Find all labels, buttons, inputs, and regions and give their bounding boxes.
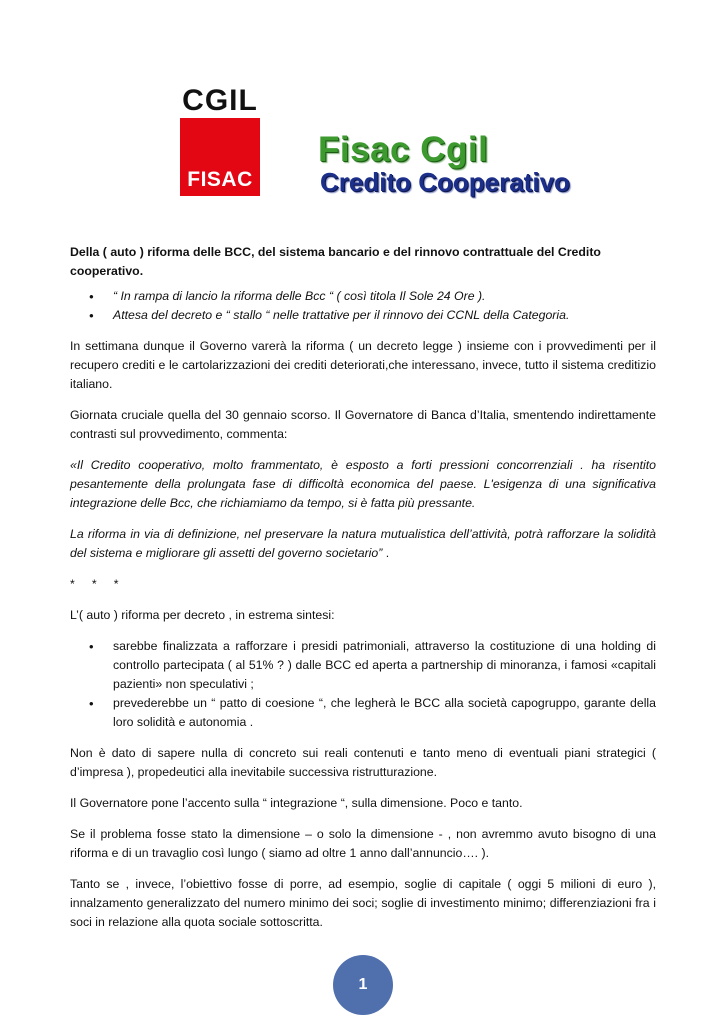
quote-tail: . [385,546,390,560]
list-item: • sarebbe finalizzata a rafforzare i presidi patrimoniali, attraverso la costituzione di una holding di controllo partecipata ( al 51% ? ) dalle BCC ed aperta a partnership di minoranza, i famosi «capitali pazienti» non speculativi ; [70,637,656,694]
intro-bullet-list [70,287,656,325]
fisac-cgil-credito-cooperativo-logo [318,132,570,196]
section-separator: * * * [70,577,119,591]
paragraph: Il Governatore pone l’accento sulla “ integrazione “, sulla dimensione. Poco e tanto. [70,796,523,810]
paragraph: Tanto se , invece, l’obiettivo fosse di porre, ad esempio, soglie di capitale ( oggi 5 milioni di euro ), innalzamento generalizzato del numero minimo dei soci; soglie di investimento minimo; differenziazioni fra i soci in relazione alla quota sociale sottoscritta. [70,877,656,929]
fisac-cgil-wordmark: Fisac Cgil [318,130,489,169]
quote-paragraph: «Il Credito cooperativo, molto frammentato, è esposto a forti pressioni concorrenziali . ha risentito pesantemente della prolungata fase di difficoltà economica del paese. L'esigenza di una significativa integrazione delle Bcc, che richiamiamo da tempo, si è fatta più pressante. [70,458,656,510]
paragraph: Se il problema fosse stato la dimensione – o solo la dimensione - , non avremmo avuto bisogno di una riforma e di un travaglio così lungo ( siamo ad oltre 1 anno dall’annuncio…. ). [70,827,656,860]
cgil-logo-text: CGIL [182,84,258,117]
paragraph: In settimana dunque il Governo varerà la riforma ( un decreto legge ) insieme con i provvedimenti per il recupero crediti e le cartolarizzazioni dei crediti deteriorati,che interessano, invece, tutto il sistema creditizio italiano. [70,339,656,391]
page-number-badge: 1 [333,955,393,1015]
credito-cooperativo-wordmark: Credito Cooperativo [320,167,570,197]
paragraph: L’( auto ) riforma per decreto , in estrema sintesi: [70,608,335,622]
cgil-fisac-logo [178,84,262,196]
quote-text: La riforma in via di definizione, nel preservare la natura mutualistica dell’attività, potrà rafforzare la solidità del sistema e migliorare gli assetti del governo societario” [70,527,656,560]
document-body [70,243,656,944]
reform-bullet-list [70,637,656,732]
paragraph: Non è dato di sapere nulla di concreto sui reali contenuti e tanto meno di eventuali piani strategici ( d’impresa ), propedeutici alla inevitabile successiva ristrutturazione. [70,746,656,779]
document-title: Della ( auto ) riforma delle BCC, del sistema bancario e del rinnovo contrattuale del Credito cooperativo. [70,245,601,278]
list-item: • Attesa del decreto e “ stallo “ nelle trattative per il rinnovo dei CCNL della Categoria. [70,306,656,325]
quote-paragraph [70,525,656,563]
list-item: • prevederebbe un “ patto di coesione “, che legherà le BCC alla società capogruppo, garante della loro solidità e autonomia . [70,694,656,732]
fisac-logo-text: FISAC [187,168,253,191]
fisac-red-block [180,118,260,196]
list-item: • “ In rampa di lancio la riforma delle Bcc “ ( così titola Il Sole 24 Ore ). [70,287,656,306]
paragraph: Giornata cruciale quella del 30 gennaio scorso. Il Governatore di Banca d’Italia, smentendo indirettamente contrasti sul provvedimento, commenta: [70,408,656,441]
